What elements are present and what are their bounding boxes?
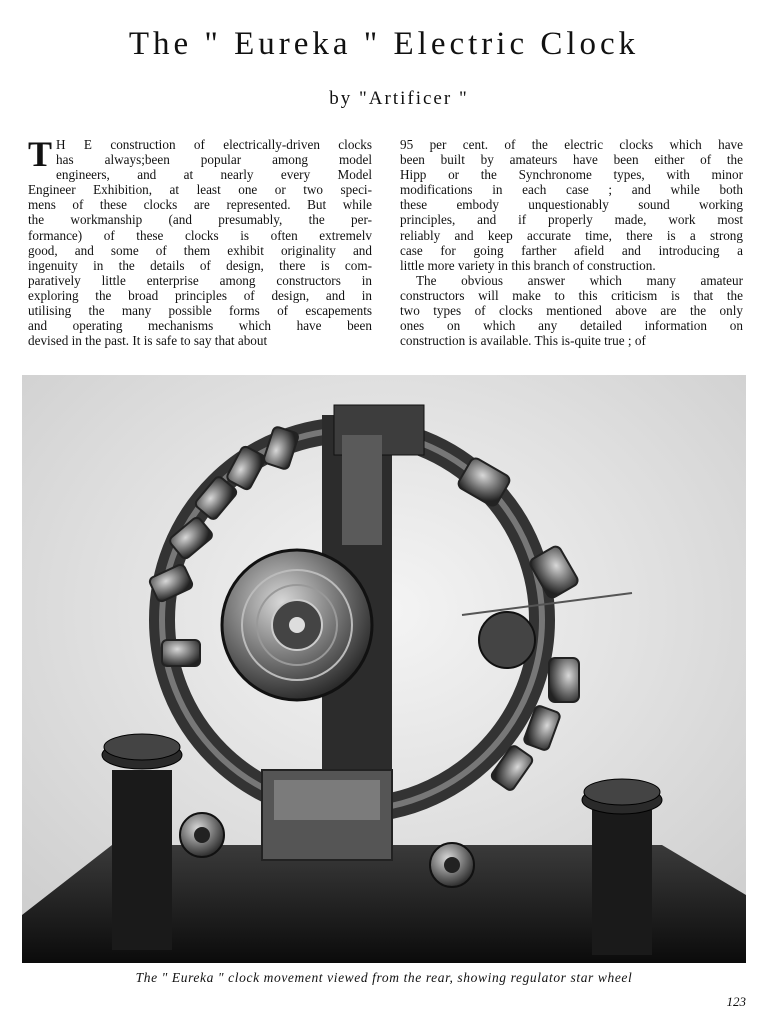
- clock-illustration: [22, 375, 746, 963]
- drop-cap: T: [28, 134, 53, 174]
- text-line: The obvious answer which many amateur: [416, 272, 743, 288]
- photo-caption: The " Eureka " clock movement viewed from the rear, showing regulator star wheel: [135, 970, 633, 985]
- text-line: Engineer Exhibition, at least one or two speci-: [28, 182, 372, 198]
- text-line: utilising the many possible forms of escapements: [28, 303, 372, 319]
- page-number: 123: [726, 994, 746, 1009]
- text-line: the workmanship (and presumably, the per-: [28, 212, 372, 228]
- clock-movement-photo: [22, 375, 746, 963]
- text-column-right: [400, 137, 743, 348]
- text-line: 95 per cent. of the electric clocks which have: [400, 137, 743, 152]
- text-line: constructors will make to this criticism is that the: [400, 287, 743, 303]
- text-line: been built by amateurs have been either of the: [400, 152, 743, 168]
- text-line: mens of these clocks are represented. But while: [28, 197, 372, 213]
- text-line: H E construction of electrically-driven clocks: [56, 137, 372, 152]
- text-line: has always;been popular among model: [56, 152, 372, 168]
- text-line: good, and some of them exhibit originality and: [28, 242, 372, 258]
- text-line: reliably and keep accurate time, there is a strong: [400, 227, 743, 243]
- text-line: engineers, and at nearly every Model: [56, 167, 372, 183]
- text-line: principles, and if properly made, work most: [400, 212, 743, 228]
- text-line: Hipp or the Synchronome types, with minor: [400, 167, 743, 183]
- text-line: ones on which any detailed information on: [400, 318, 743, 334]
- text-line: formance) of these clocks is often extremelv: [28, 227, 372, 243]
- text-line: ingenuity in the details of design, there is com-: [28, 257, 372, 273]
- text-line: little more variety in this branch of construction.: [400, 257, 656, 273]
- text-line: and operating mechanisms which have been: [28, 318, 372, 334]
- text-line: exploring the broad principles of design, and in: [28, 287, 372, 303]
- text-line: these embody unquestionably sound working: [400, 197, 743, 213]
- text-line: construction is available. This is-quite true ; of: [400, 333, 646, 349]
- text-line: modifications in each case ; and while both: [400, 182, 743, 198]
- text-line: devised in the past. It is safe to say that about: [28, 333, 268, 349]
- text-line: paratively little enterprise among constructors in: [28, 272, 372, 288]
- text-line: two types of clocks mentioned above are the only: [400, 303, 743, 319]
- text-line: case for going farther afield and introducing a: [400, 242, 743, 258]
- article-title: The " Eureka " Electric Clock: [128, 26, 640, 62]
- text-column-left: [28, 134, 372, 349]
- article-byline: by "Artificer ": [329, 88, 469, 109]
